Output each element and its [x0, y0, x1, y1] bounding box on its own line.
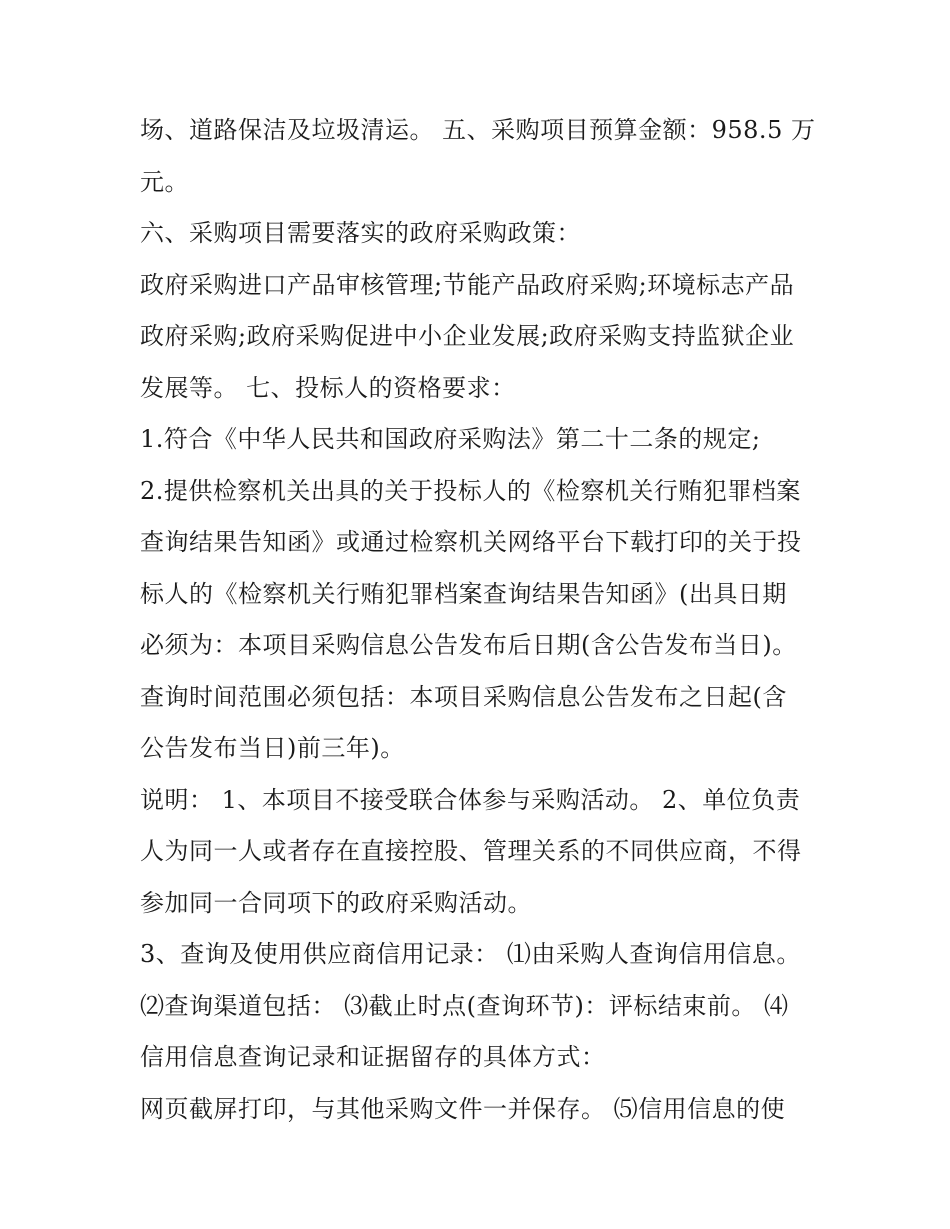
text-line: 说明： 1、本项目不接受联合体参与采购活动。 2、单位负责 [140, 785, 801, 814]
text-line: 网页截屏打印，与其他采购文件一并保存。 ⑸信用信息的使 [140, 1094, 786, 1123]
text-line: 元。 [140, 167, 189, 196]
text-line: 信用信息查询记录和证据留存的具体方式： [140, 1043, 606, 1071]
text-line: 六、采购项目需要落实的政府采购政策： [140, 219, 581, 247]
text-line: 公告发布当日)前三年)。 [140, 734, 405, 762]
text-line: 1.符合《中华人民共和国政府采购法》第二十二条的规定; [140, 425, 761, 453]
text-line: 政府采购;政府采购促进中小企业发展;政府采购支持监狱企业 [140, 322, 795, 350]
text-line: 参加同一合同项下的政府采购活动。 [140, 888, 532, 917]
text-line: 发展等。 七、投标人的资格要求： [140, 373, 516, 402]
text-line: 必须为：本项目采购信息公告发布后日期(含公告发布当日)。 [140, 631, 797, 659]
text-line: 3、查询及使用供应商信用记录： ⑴由采购人查询信用信息。 [140, 940, 801, 968]
text-line: 政府采购进口产品审核管理;节能产品政府采购;环境标志产品 [140, 270, 795, 299]
text-line: 人为同一人或者存在直接控股、管理关系的不同供应商，不得 [140, 837, 802, 865]
text-line: 场、道路保洁及垃圾清运。 五、采购项目预算金额：958.5 万 [140, 116, 816, 144]
text-line: ⑵查询渠道包括： ⑶截止时点(查询环节)：评标结束前。 ⑷ [140, 991, 789, 1020]
text-line: 标人的《检察机关行贿犯罪档案查询结果告知函》(出具日期 [140, 579, 787, 608]
text-line: 查询结果告知函》或通过检察机关网络平台下载打印的关于投 [140, 528, 802, 556]
document-body [140, 108, 820, 1138]
text-line: 2.提供检察机关出具的关于投标人的《检察机关行贿犯罪档案 [140, 476, 801, 505]
text-line: 查询时间范围必须包括：本项目采购信息公告发布之日起(含 [140, 682, 787, 711]
